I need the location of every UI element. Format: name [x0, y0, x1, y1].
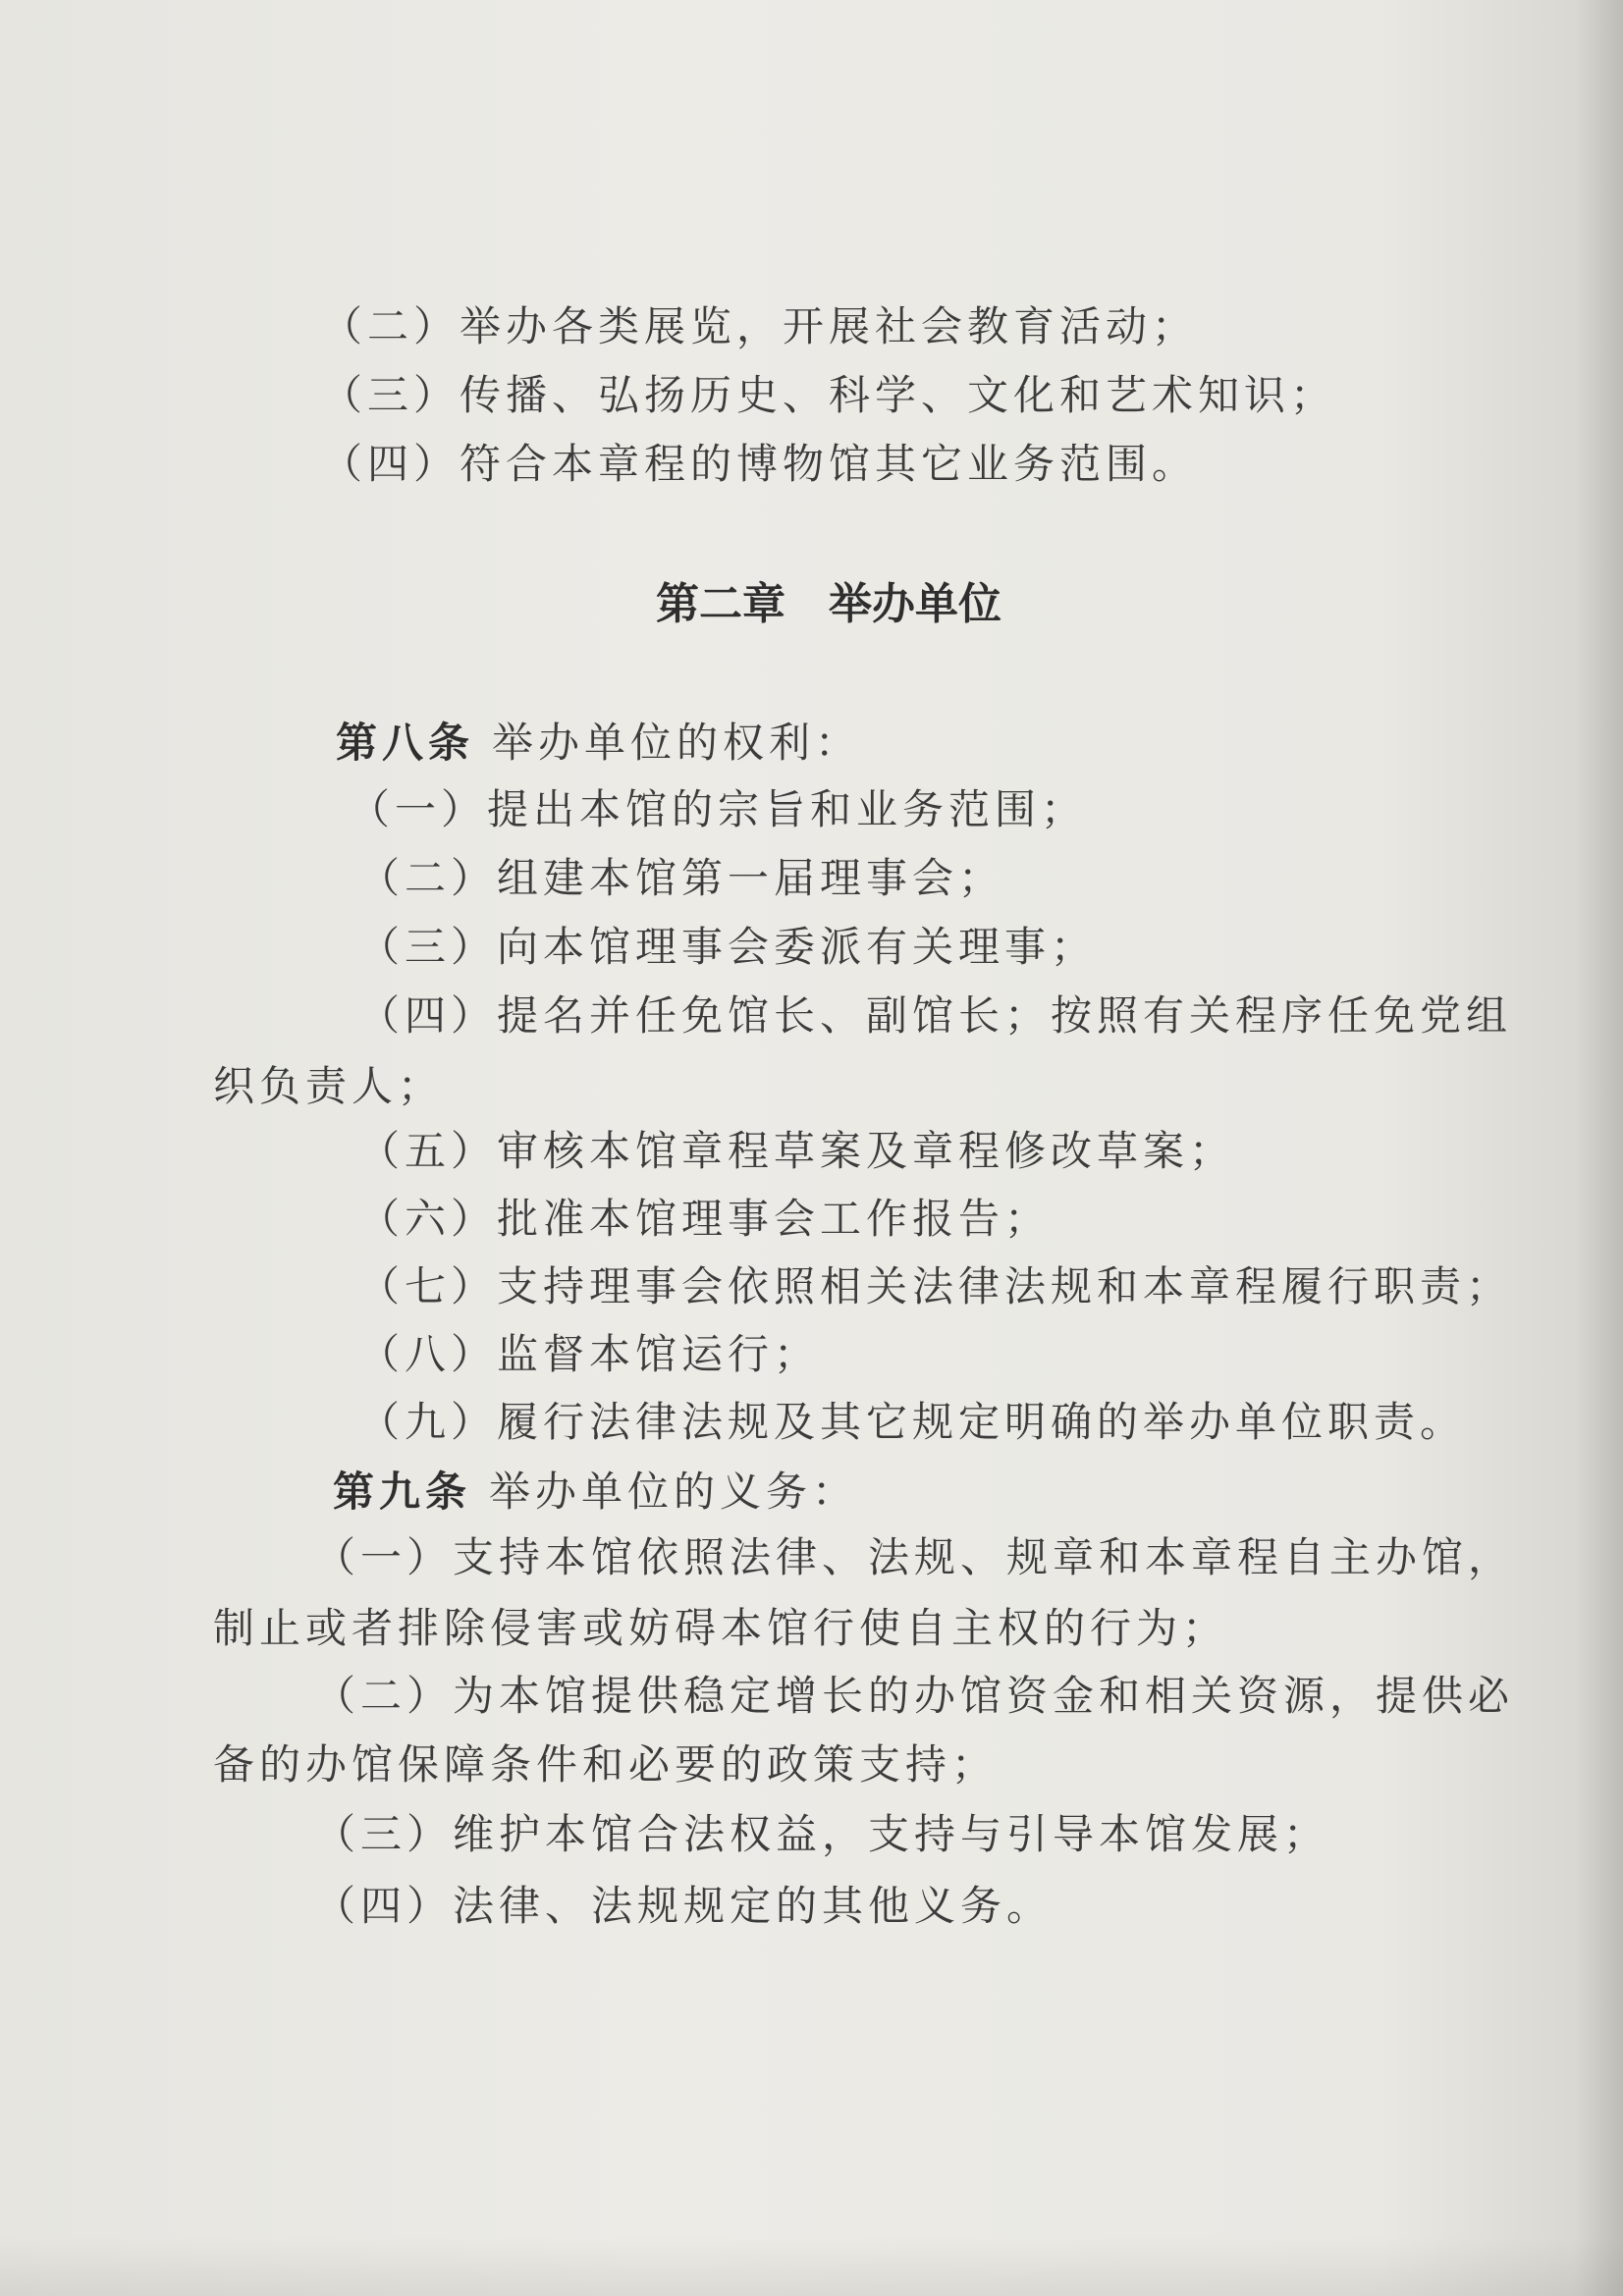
list-item: （四）提名并任免馆长、副馆长；按照有关程序任免党组 — [358, 991, 1513, 1040]
list-item: （九）履行法律法规及其它规定明确的举办单位职责。 — [358, 1398, 1467, 1446]
list-item: （三）传播、弘扬历史、科学、文化和艺术知识； — [321, 371, 1337, 419]
list-item: （一）支持本馆依照法律、法规、规章和本章程自主办馆， — [314, 1533, 1515, 1581]
article-heading-text: 举办单位的权利： — [492, 719, 862, 767]
article-label: 第八条 — [336, 719, 475, 767]
list-item-continuation: 备的办馆保障条件和必要的政策支持； — [213, 1740, 999, 1789]
article-label: 第九条 — [333, 1468, 472, 1516]
list-item: （四）法律、法规规定的其他义务。 — [314, 1882, 1054, 1930]
list-item-continuation: 制止或者排除侵害或妨碍本馆行使自主权的行为； — [213, 1604, 1229, 1652]
article-8-heading — [336, 719, 862, 767]
list-item: （三）维护本馆合法权益，支持与引导本馆发展； — [314, 1810, 1330, 1858]
list-item: （五）审核本馆章程草案及章程修改草案； — [358, 1127, 1236, 1175]
list-item: （一）提出本馆的宗旨和业务范围； — [349, 785, 1088, 833]
article-9-heading — [333, 1468, 859, 1516]
list-item: （二）为本馆提供稳定增长的办馆资金和相关资源，提供必 — [314, 1672, 1515, 1720]
page-bottom-shadow — [0, 2237, 1623, 2296]
article-heading-text: 举办单位的义务： — [489, 1468, 859, 1516]
list-item: （三）向本馆理事会委派有关理事； — [358, 923, 1098, 971]
list-item: （七）支持理事会依照相关法律法规和本章程履行职责； — [358, 1262, 1513, 1310]
list-item: （四）符合本章程的博物馆其它业务范围。 — [321, 440, 1199, 488]
list-item-continuation: 织负责人； — [213, 1062, 445, 1110]
list-item: （八）监督本馆运行； — [358, 1330, 821, 1378]
list-item: （二）组建本馆第一届理事会； — [358, 854, 1005, 902]
list-item: （二）举办各类展览，开展社会教育活动； — [321, 302, 1199, 350]
chapter-title: 第二章 举办单位 — [656, 579, 1001, 629]
list-item: （六）批准本馆理事会工作报告； — [358, 1195, 1052, 1243]
